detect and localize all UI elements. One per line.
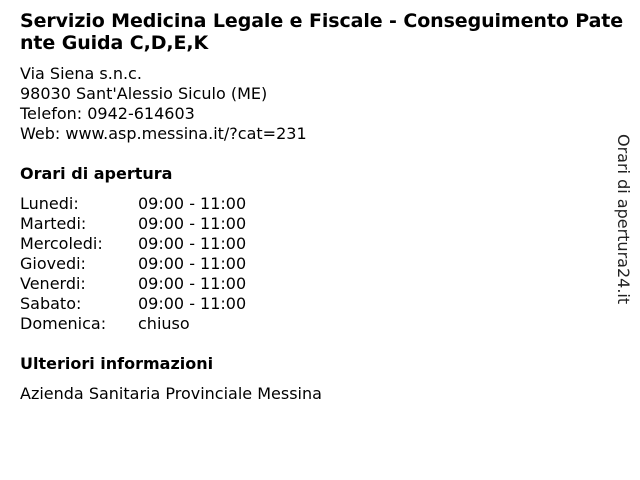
more-info-heading: Ulteriori informazioni <box>20 354 214 373</box>
day-hours: chiuso <box>138 314 190 333</box>
day-hours: 09:00 - 11:00 <box>138 194 247 213</box>
city-address: 98030 Sant'Alessio Siculo (ME) <box>20 84 268 103</box>
day-hours: 09:00 - 11:00 <box>138 234 247 253</box>
day-label: Martedi: <box>20 214 87 233</box>
website-link[interactable]: Web: www.asp.messina.it/?cat=231 <box>20 124 307 143</box>
street-address: Via Siena s.n.c. <box>20 64 142 83</box>
hours-row-wednesday <box>20 234 246 254</box>
day-label: Mercoledi: <box>20 234 103 253</box>
day-label: Sabato: <box>20 294 82 313</box>
day-hours: 09:00 - 11:00 <box>138 294 247 313</box>
more-info-text: Azienda Sanitaria Provinciale Messina <box>20 384 322 403</box>
opening-hours-table <box>20 194 246 334</box>
hours-row-monday <box>20 194 246 214</box>
day-hours: 09:00 - 11:00 <box>138 254 247 273</box>
phone-number[interactable]: Telefon: 0942-614603 <box>20 104 195 123</box>
opening-hours-heading: Orari di apertura <box>20 164 173 183</box>
address-block <box>20 64 307 144</box>
hours-row-friday <box>20 274 246 294</box>
day-hours: 09:00 - 11:00 <box>138 214 247 233</box>
day-label: Giovedi: <box>20 254 86 273</box>
page-title: Servizio Medicina Legale e Fiscale - Conseguimento Patente Guida C,D,E,K <box>20 10 624 54</box>
day-label: Domenica: <box>20 314 107 333</box>
hours-row-tuesday <box>20 214 246 234</box>
hours-row-saturday <box>20 294 246 314</box>
hours-row-sunday <box>20 314 246 334</box>
hours-row-thursday <box>20 254 246 274</box>
day-hours: 09:00 - 11:00 <box>138 274 247 293</box>
site-watermark: Orari di apertura24.it <box>614 134 633 305</box>
day-label: Venerdi: <box>20 274 86 293</box>
day-label: Lunedi: <box>20 194 79 213</box>
